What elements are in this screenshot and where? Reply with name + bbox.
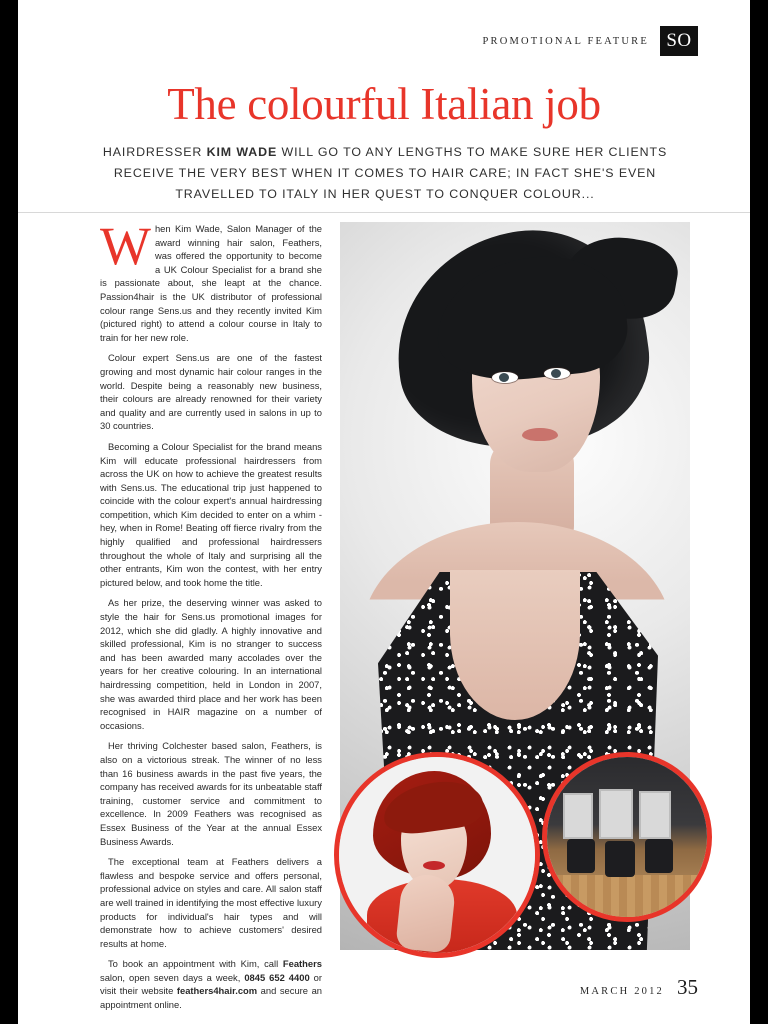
contact-website: feathers4hair.com [176, 985, 258, 997]
contact-lead: To book an appointment with Kim, call [108, 958, 283, 970]
standfirst-part2: WILL GO TO ANY LENGTHS TO MAKE SURE HER CLIENTS RECEIVE THE VERY BEST WHEN IT COMES TO HAIR CARE; IN FACT SHE'S EVEN TRAVELLED TO ITALY IN HER QUEST TO CONQUER COLOUR... [113, 145, 668, 201]
paragraph-4: As her prize, the deserving winner was asked to style the hair for Sens.us promotional images for 2012, which she did gladly. A highly innovative and skilled professional, Kim is no stranger to success and has been awarded many accolades over the years for her creative colouring. In an international hairdressing competition, held in London in 2007, she was awarded third place and her work has been recognised in HAIR magazine on a number of occasions. [100, 597, 322, 731]
model-eye-right [544, 368, 570, 379]
promotional-feature-label: PROMOTIONAL FEATURE [482, 35, 649, 47]
inset-left-lips [423, 861, 445, 870]
paragraph-1 [100, 216, 322, 344]
salon-mirror [599, 789, 633, 839]
contact-brand: Feathers [282, 958, 322, 970]
paragraph-5: Her thriving Colchester based salon, Feathers, is also on a victorious streak. The winner of no less than 16 business awards in the past five years, the company has received awards for its unbeatable staff training, customer service and commitment to excellence. In 2009 Feathers was recognised as Essex Business of the Year at the annual Essex Business Awards. [100, 740, 322, 847]
salon-chair [645, 839, 673, 873]
article-body [100, 216, 322, 1019]
inset-photo-salon-interior [542, 752, 712, 922]
salon-chair [567, 839, 595, 873]
drop-cap: W [100, 216, 151, 276]
paragraph-contact [100, 957, 322, 1011]
contact-tail: and secure an appointment online. [100, 985, 322, 1011]
page-title: The colourful Italian job [167, 79, 601, 129]
paragraph-1-text: hen Kim Wade, Salon Manager of the award winning hair salon, Feathers, was offered the opportunity to become a UK Colour Specialist for a brand she is passionate about, she leapt at the chance. Passion4hair is the UK distributor of professional colour range Sens.us and they recently invited Kim (pictured right) to attend a colour course in Italy to train for her new role. [100, 223, 322, 343]
standfirst-name: KIM WADE [206, 145, 278, 159]
salon-floor [547, 875, 707, 917]
paragraph-6: The exceptional team at Feathers delivers a flawless and bespoke service and offers personal, professional advice on styles and care. All salon staff are well trained in identifying the most effective luxury products for individual's hair types and will demonstrate how to achieve customers' desired results at home. [100, 856, 322, 949]
header-divider [18, 212, 750, 213]
page-number: 35 [677, 975, 698, 999]
inset-photo-competition-entry [334, 752, 540, 958]
page-footer [580, 975, 698, 1000]
paragraph-3: Becoming a Colour Specialist for the brand means Kim will educate professional hairdressers from across the UK on how to achieve the greatest results with Sens.us. The educational trip just happened to coincide with the colour expert's annual hairdressing competition, which Kim decided to enter on a whim - hey, when in Rome! Beating off fierce rivalry from the highly qualified and professional hairdressers throughout the whole of Italy and surprising all the other entrants, Kim won the contest, with her entry pictured below, and took home the title. [100, 440, 322, 588]
contact-mid: salon, open seven days a week, [100, 971, 245, 983]
salon-mirror [639, 791, 671, 839]
contact-mid2: or visit their website [100, 971, 322, 997]
salon-chair [605, 841, 635, 877]
contact-phone: 0845 652 4400 [244, 971, 310, 983]
model-lips [522, 428, 558, 441]
salon-mirror [563, 793, 593, 839]
page-header [482, 26, 698, 56]
standfirst-part1: HAIRDRESSER [102, 145, 207, 159]
standfirst [100, 142, 670, 205]
magazine-page [18, 0, 750, 1024]
paragraph-2: Colour expert Sens.us are one of the fastest growing and most dynamic hair colour ranges in the world. Despite being a reasonably new business, their colours are already renowned for their variety and quality and are currently used in salons in up to 30 countries. [100, 352, 322, 432]
so-logo: SO [660, 26, 698, 56]
issue-date: MARCH 2012 [579, 986, 664, 997]
model-eye-left [492, 372, 518, 383]
